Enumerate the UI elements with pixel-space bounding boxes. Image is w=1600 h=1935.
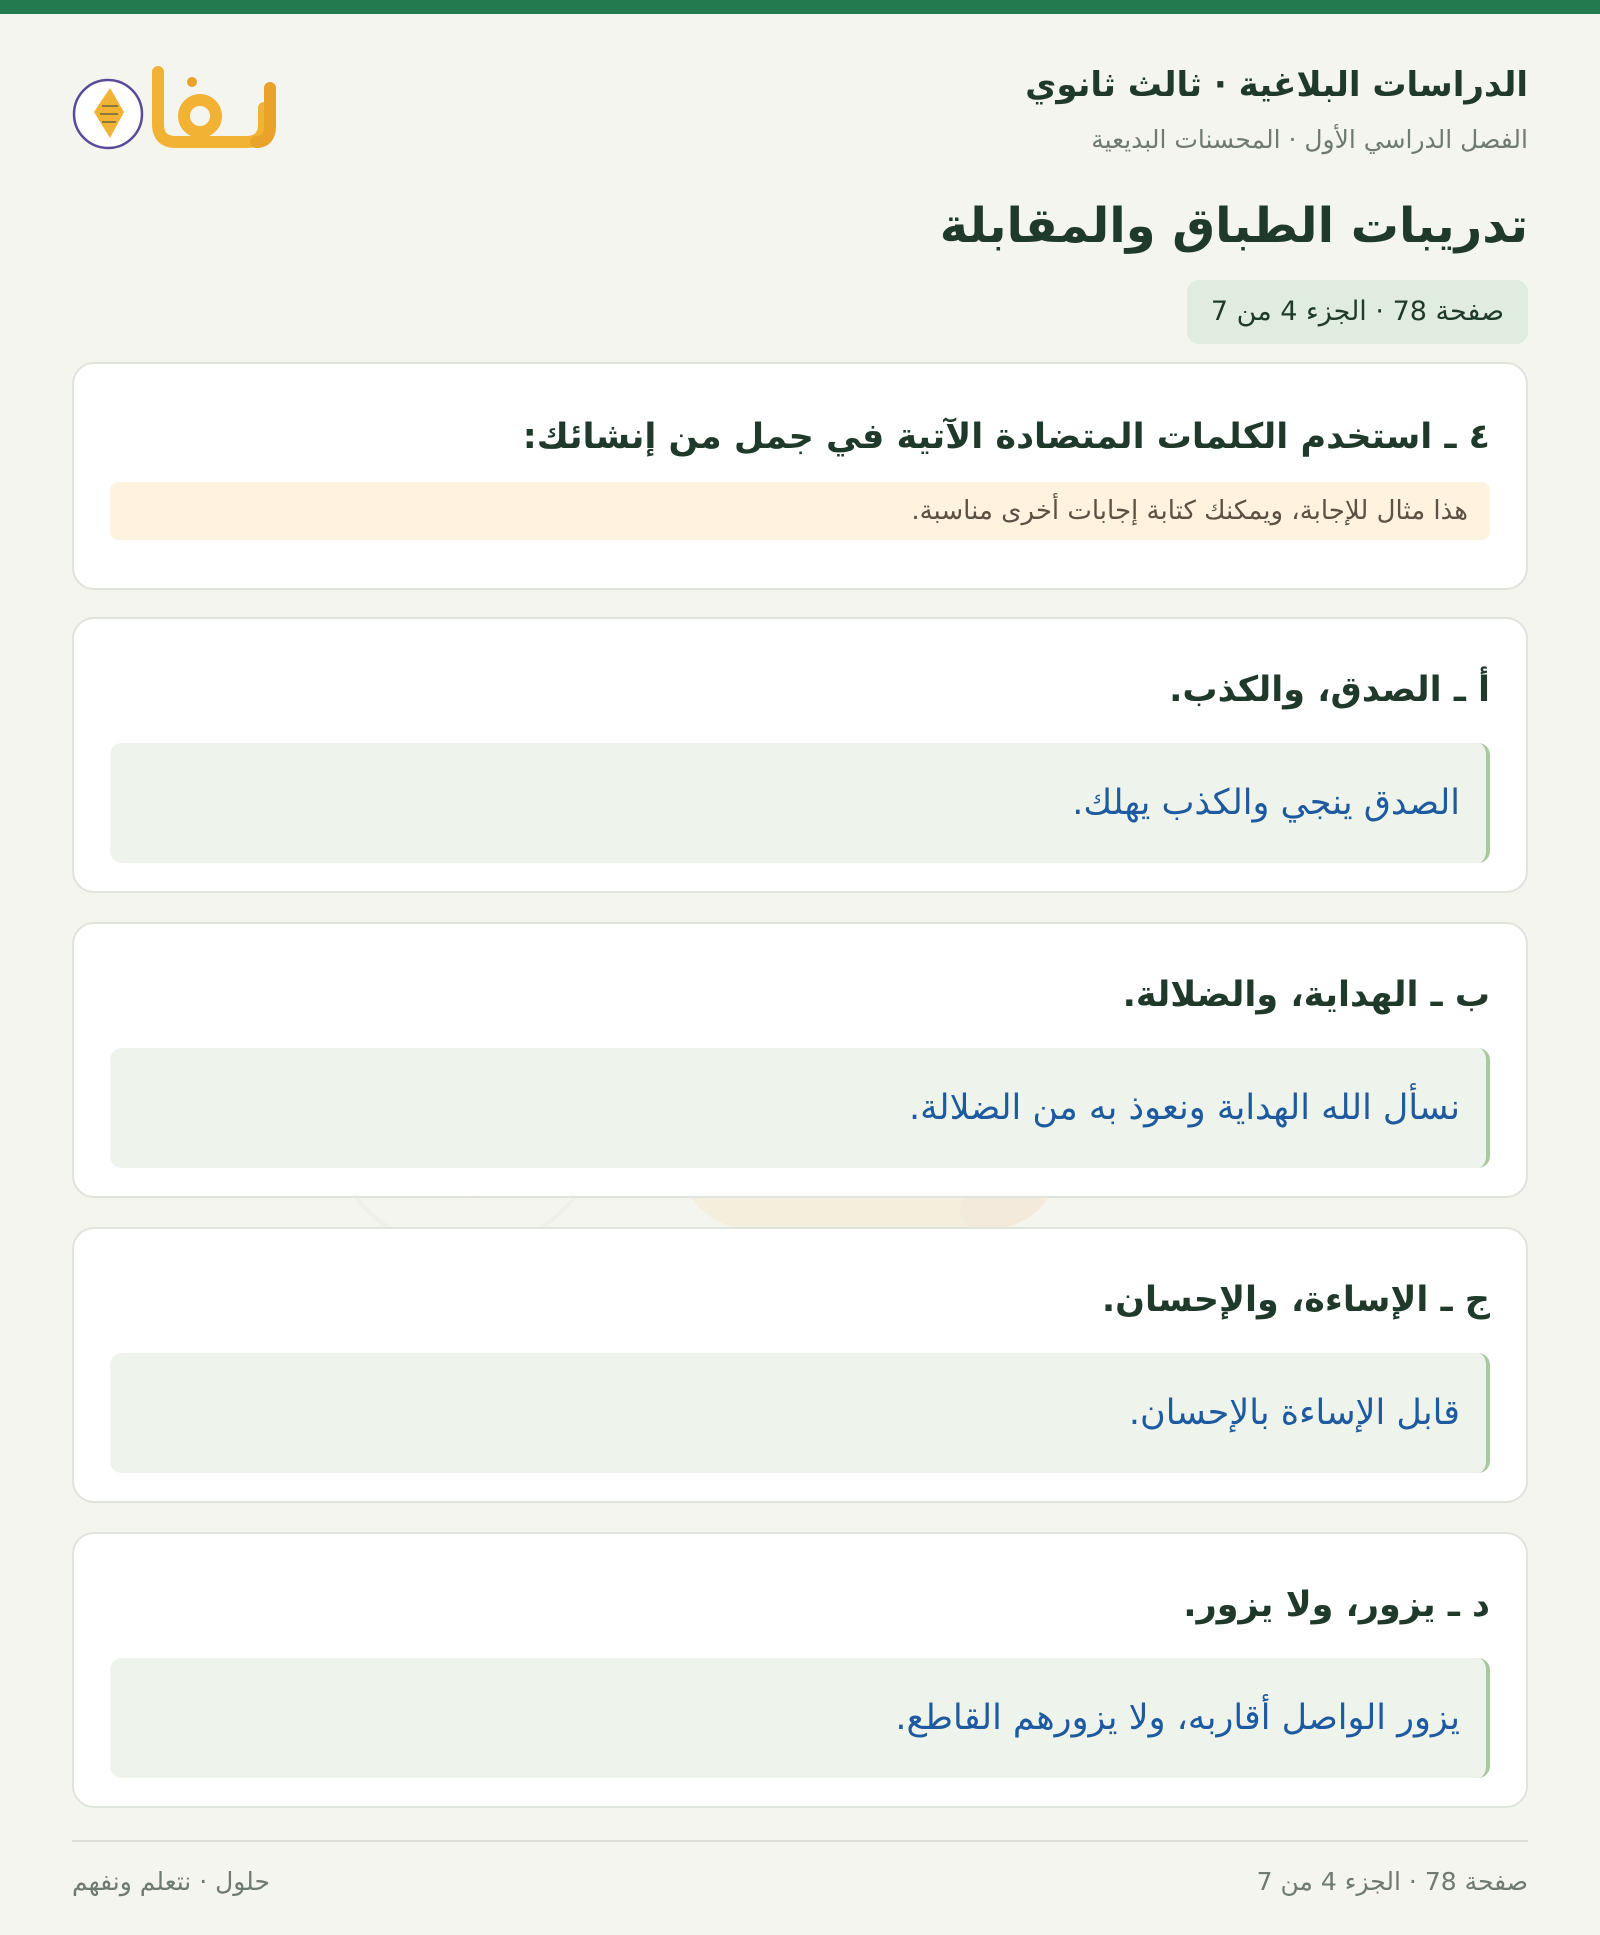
- item-answer: قابل الإساءة بالإحسان.: [110, 1353, 1490, 1473]
- item-card-d: [72, 1532, 1528, 1808]
- answer-note: هذا مثال للإجابة، ويمكنك كتابة إجابات أخرى مناسبة.: [110, 482, 1490, 540]
- item-label: أ ـ الصدق، والكذب.: [1169, 670, 1490, 710]
- item-answer: يزور الواصل أقاربه، ولا يزورهم القاطع.: [110, 1658, 1490, 1778]
- item-answer: نسأل الله الهداية ونعوذ به من الضلالة.: [110, 1048, 1490, 1168]
- subject-title: الدراسات البلاغية · ثالث ثانوي: [1025, 65, 1528, 105]
- footer-page-info: صفحة 78 · الجزء 4 من 7: [1256, 1867, 1528, 1896]
- page-info-badge: صفحة 78 · الجزء 4 من 7: [1187, 280, 1528, 344]
- item-card-a: [72, 617, 1528, 893]
- item-label: ب ـ الهداية، والضلالة.: [1122, 975, 1490, 1015]
- item-label: د ـ يزور، ولا يزور.: [1183, 1585, 1490, 1625]
- footer-brand: حلول · نتعلم ونفهم: [72, 1867, 270, 1896]
- hulool-logo: [72, 58, 302, 158]
- question-card: [72, 362, 1528, 590]
- item-card-b: [72, 922, 1528, 1198]
- item-label: ج ـ الإساءة، والإحسان.: [1101, 1280, 1490, 1320]
- page-header: [72, 58, 1528, 348]
- header-text-block: [940, 58, 1528, 344]
- footer-divider: [72, 1840, 1528, 1842]
- semester-subtitle: الفصل الدراسي الأول · المحسنات البديعية: [1091, 125, 1528, 154]
- question-prompt: ٤ ـ استخدم الكلمات المتضادة الآتية في جمل من إنشائك:: [522, 417, 1490, 457]
- item-answer: الصدق ينجي والكذب يهلك.: [110, 743, 1490, 863]
- top-accent-bar: [0, 0, 1600, 14]
- item-card-c: [72, 1227, 1528, 1503]
- page-title: تدريبات الطباق والمقابلة: [939, 198, 1528, 254]
